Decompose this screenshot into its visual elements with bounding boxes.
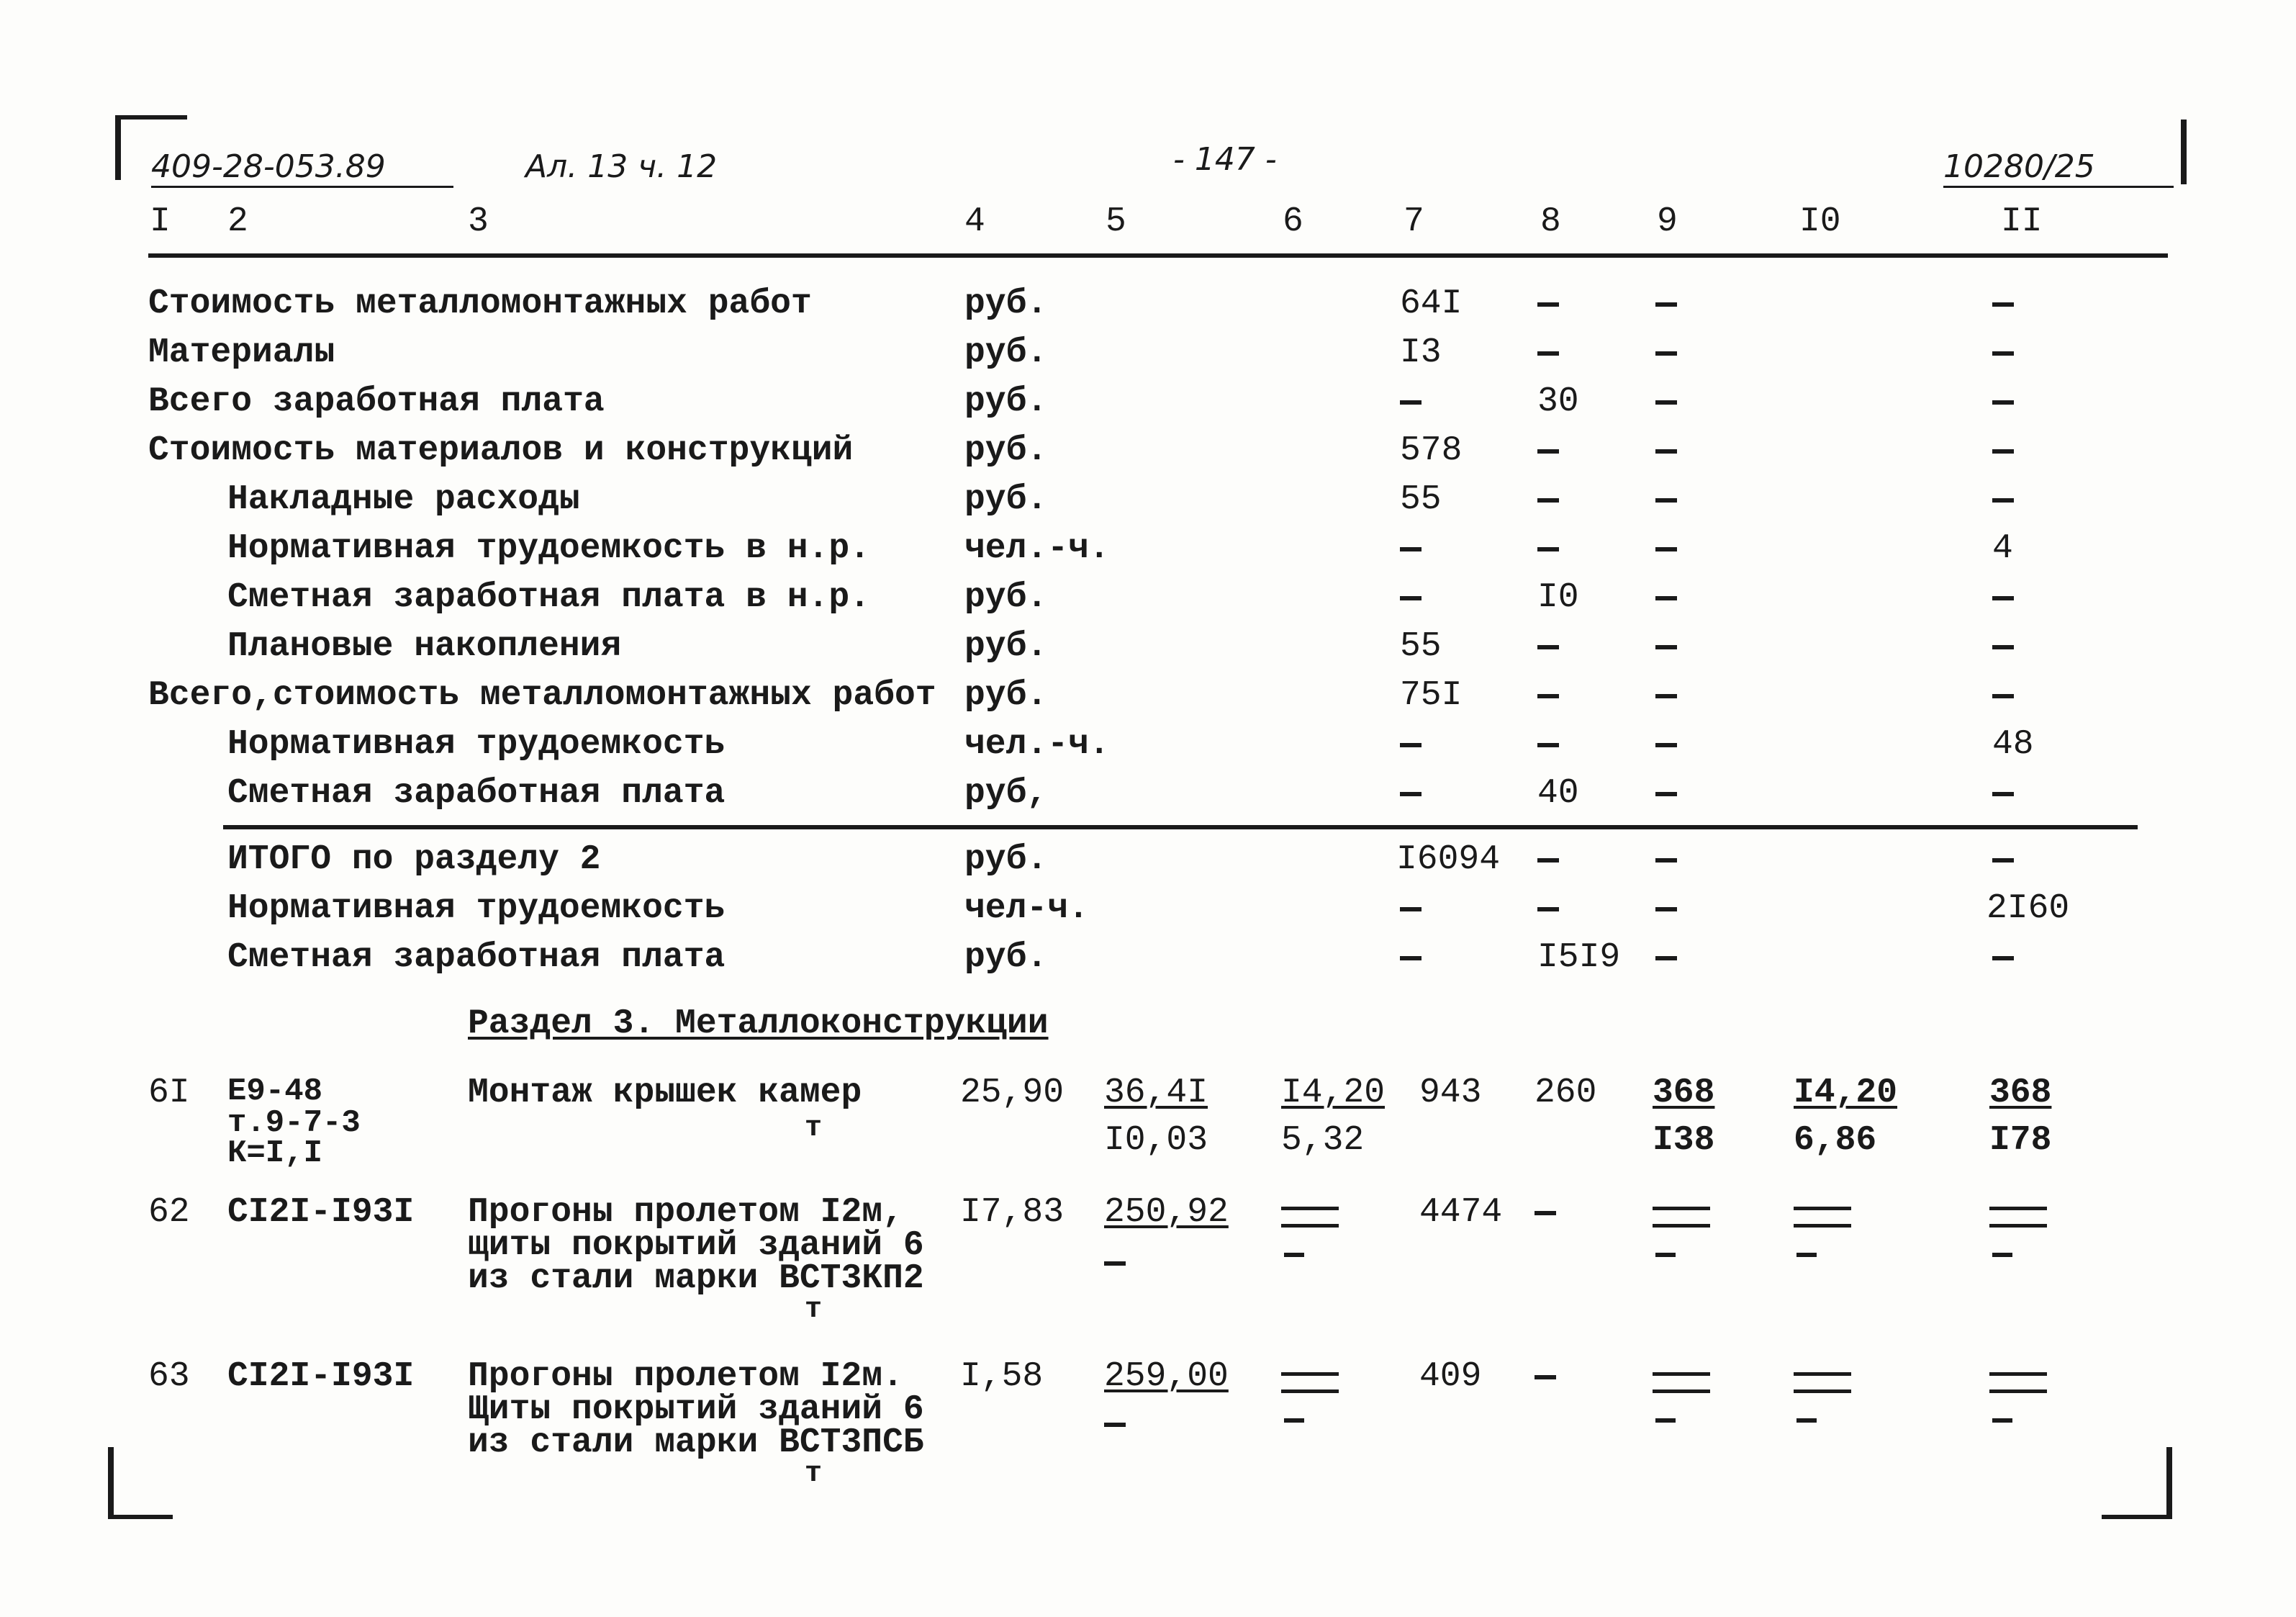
- col-9: 9: [1657, 202, 1678, 241]
- item-unit: т: [805, 1458, 823, 1490]
- totals-row-name: ИТОГО по разделу 2: [227, 840, 601, 879]
- summary-row-c9-dash: [1655, 351, 1677, 356]
- album-ref: Ал. 13 ч. 12: [525, 148, 718, 185]
- summary-row-c7-dash: [1400, 743, 1422, 747]
- item-c11-bottom: I78: [1989, 1121, 2052, 1160]
- summary-row-c9-dash: [1655, 792, 1677, 796]
- summary-row-c8-dash: [1537, 645, 1559, 649]
- summary-row-unit: чел.-ч.: [964, 529, 1110, 568]
- summary-row-name: Нормативная трудоемкость: [227, 725, 726, 764]
- summary-row-c11-dash: [1992, 302, 2014, 307]
- totals-row-unit: руб.: [964, 938, 1048, 977]
- item-no: 62: [148, 1193, 190, 1232]
- summary-row-c9-dash: [1655, 302, 1677, 307]
- summary-row-unit: руб.: [964, 676, 1048, 715]
- corner-mark-bottom-left: [108, 1447, 114, 1519]
- item-c5-bottom-dash: [1104, 1423, 1126, 1427]
- col-5: 5: [1106, 202, 1126, 241]
- item-c5-bottom: I0,03: [1104, 1121, 1208, 1160]
- summary-row-c7: 55: [1400, 480, 1442, 519]
- item-unit: т: [805, 1294, 823, 1326]
- totals-row-c7: I6094: [1396, 840, 1501, 879]
- summary-row-c7: I3: [1400, 333, 1442, 372]
- summary-row-c9-dash: [1655, 694, 1677, 698]
- summary-row-c8-dash: [1537, 743, 1559, 747]
- summary-row-name: Материалы: [148, 333, 335, 372]
- totals-row-name: Сметная заработная плата: [227, 938, 726, 977]
- item-description: из стали марки ВСТ3КП2: [468, 1259, 924, 1298]
- item-code: Е9-48: [227, 1073, 323, 1109]
- col-3: 3: [468, 202, 489, 241]
- totals-row-c8-dash: [1537, 858, 1559, 862]
- summary-row-c8: I0: [1537, 578, 1579, 617]
- summary-row-name: Накладные расходы: [227, 480, 580, 519]
- doc-code-underline: [151, 186, 453, 188]
- item-no: 6I: [148, 1073, 190, 1112]
- summary-row-c9-dash: [1655, 547, 1677, 551]
- summary-row-c11: 48: [1992, 725, 2034, 764]
- item-c7: 4474: [1419, 1193, 1503, 1232]
- totals-row-c11: 2I60: [1987, 889, 2070, 928]
- summary-row-c8-dash: [1537, 498, 1559, 503]
- item-c7: 409: [1419, 1357, 1482, 1396]
- summary-row-c7: 64I: [1400, 284, 1463, 323]
- summary-row-c11-dash: [1992, 694, 2014, 698]
- summary-row-unit: руб.: [964, 284, 1048, 323]
- summary-row-c7: 75I: [1400, 676, 1463, 715]
- summary-row-c9-dash: [1655, 449, 1677, 454]
- item-description: Щиты покрытий зданий 6: [468, 1390, 924, 1429]
- item-c8: 260: [1535, 1073, 1597, 1112]
- summary-row-c11-dash: [1992, 351, 2014, 356]
- summary-row-c8: 30: [1537, 382, 1579, 421]
- item-c5-bottom-dash: [1104, 1261, 1126, 1266]
- summary-row-unit: руб.: [964, 578, 1048, 617]
- header-rule: [148, 253, 2168, 258]
- summary-row-unit: руб.: [964, 431, 1048, 470]
- summary-row-name: Сметная заработная плата в н.р.: [227, 578, 870, 617]
- corner-mark-top-left: [115, 115, 121, 180]
- summary-row-c11-dash: [1992, 498, 2014, 503]
- summary-row-name: Сметная заработная плата: [227, 774, 726, 813]
- corner-mark-top-left-h: [115, 115, 187, 120]
- corner-mark-bottom-right: [2166, 1447, 2172, 1519]
- summary-row-c11-dash: [1992, 645, 2014, 649]
- item-c6-bottom: 5,32: [1281, 1121, 1365, 1160]
- page-number: - 147 -: [1173, 141, 1277, 178]
- item-description: Монтаж крышек камер: [468, 1073, 862, 1112]
- summary-row-name: Нормативная трудоемкость в н.р.: [227, 529, 870, 568]
- item-c8-dash: [1535, 1211, 1556, 1215]
- summary-row-unit: руб.: [964, 382, 1048, 421]
- totals-rule: [223, 825, 2138, 829]
- summary-row-c9-dash: [1655, 400, 1677, 405]
- summary-row-c7-dash: [1400, 547, 1422, 551]
- doc-code: 409-28-053.89: [151, 148, 386, 185]
- col-2: 2: [227, 202, 248, 241]
- item-description: щиты покрытий зданий 6: [468, 1226, 924, 1265]
- item-no: 63: [148, 1357, 190, 1396]
- summary-row-c7-dash: [1400, 792, 1422, 796]
- item-code: СI2I-I93I: [227, 1193, 415, 1232]
- section-title: Раздел 3. Металлоконструкции: [468, 1004, 1049, 1043]
- summary-row-unit: руб,: [964, 774, 1048, 813]
- item-code: СI2I-I93I: [227, 1357, 415, 1396]
- summary-row-c11-dash: [1992, 449, 2014, 454]
- item-c8-dash: [1535, 1375, 1556, 1379]
- summary-row-c9-dash: [1655, 645, 1677, 649]
- item-description: Прогоны пролетом I2м.: [468, 1357, 903, 1396]
- item-unit: т: [805, 1112, 823, 1145]
- corner-mark-bottom-right-h: [2102, 1515, 2171, 1519]
- col-11: II: [2001, 202, 2043, 241]
- totals-row-c11-dash: [1992, 956, 2014, 960]
- totals-row-c9-dash: [1655, 956, 1677, 960]
- item-description: Прогоны пролетом I2м,: [468, 1193, 903, 1232]
- item-c11-top: 368: [1989, 1073, 2052, 1112]
- summary-row-unit: чел.-ч.: [964, 725, 1110, 764]
- inventory-underline: [1943, 186, 2174, 188]
- item-c4: I7,83: [960, 1193, 1065, 1232]
- summary-row-c7-dash: [1400, 596, 1422, 600]
- summary-row-c11-dash: [1992, 596, 2014, 600]
- summary-row-name: Стоимость материалов и конструкций: [148, 431, 854, 470]
- corner-mark-bottom-left-h: [108, 1515, 173, 1519]
- totals-row-c9-dash: [1655, 858, 1677, 862]
- item-c5-top: 36,4I: [1104, 1073, 1208, 1112]
- summary-row-c11: 4: [1992, 529, 2013, 568]
- totals-row-c9-dash: [1655, 907, 1677, 911]
- summary-row-c8: 40: [1537, 774, 1579, 813]
- summary-row-name: Стоимость металломонтажных работ: [148, 284, 812, 323]
- summary-row-c8-dash: [1537, 351, 1559, 356]
- col-8: 8: [1540, 202, 1561, 241]
- summary-row-c8-dash: [1537, 547, 1559, 551]
- totals-row-name: Нормативная трудоемкость: [227, 889, 726, 928]
- item-c6-top: I4,20: [1281, 1073, 1386, 1112]
- item-c10-top: I4,20: [1794, 1073, 1898, 1112]
- item-c5-top: 259,00: [1104, 1357, 1229, 1396]
- item-description: из стали марки ВСТ3ПСБ: [468, 1423, 924, 1462]
- col-1: I: [150, 202, 171, 241]
- summary-row-c11-dash: [1992, 792, 2014, 796]
- summary-row-unit: руб.: [964, 627, 1048, 666]
- summary-row-c8-dash: [1537, 302, 1559, 307]
- totals-row-unit: чел-ч.: [964, 889, 1089, 928]
- totals-row-c8: I5I9: [1537, 938, 1621, 977]
- item-c10-bottom: 6,86: [1794, 1121, 1877, 1160]
- summary-row-name: Всего,стоимость металломонтажных работ: [148, 676, 936, 715]
- totals-row-c7-dash: [1400, 956, 1422, 960]
- item-c7: 943: [1419, 1073, 1482, 1112]
- summary-row-c7: 55: [1400, 627, 1442, 666]
- item-code: К=I,I: [227, 1135, 323, 1171]
- totals-row-c8-dash: [1537, 907, 1559, 911]
- item-c9-top: 368: [1653, 1073, 1715, 1112]
- summary-row-c7: 578: [1400, 431, 1463, 470]
- summary-row-unit: руб.: [964, 333, 1048, 372]
- totals-row-c11-dash: [1992, 858, 2014, 862]
- col-10: I0: [1799, 202, 1841, 241]
- corner-mark-top-right: [2181, 120, 2187, 184]
- item-c4: 25,90: [960, 1073, 1065, 1112]
- summary-row-unit: руб.: [964, 480, 1048, 519]
- summary-row-c8-dash: [1537, 694, 1559, 698]
- col-6: 6: [1283, 202, 1303, 241]
- col-7: 7: [1404, 202, 1424, 241]
- summary-row-c9-dash: [1655, 743, 1677, 747]
- inventory-number: 10280/25: [1943, 148, 2095, 185]
- summary-row-c11-dash: [1992, 400, 2014, 405]
- summary-row-name: Всего заработная плата: [148, 382, 605, 421]
- summary-row-name: Плановые накопления: [227, 627, 622, 666]
- item-c9-bottom: I38: [1653, 1121, 1715, 1160]
- item-c5-top: 250,92: [1104, 1193, 1229, 1232]
- item-code: т.9-7-3: [227, 1105, 361, 1141]
- summary-row-c9-dash: [1655, 498, 1677, 503]
- item-c4: I,58: [960, 1357, 1044, 1396]
- totals-row-unit: руб.: [964, 840, 1048, 879]
- col-4: 4: [964, 202, 985, 241]
- summary-row-c7-dash: [1400, 400, 1422, 405]
- totals-row-c7-dash: [1400, 907, 1422, 911]
- summary-row-c9-dash: [1655, 596, 1677, 600]
- summary-row-c8-dash: [1537, 449, 1559, 454]
